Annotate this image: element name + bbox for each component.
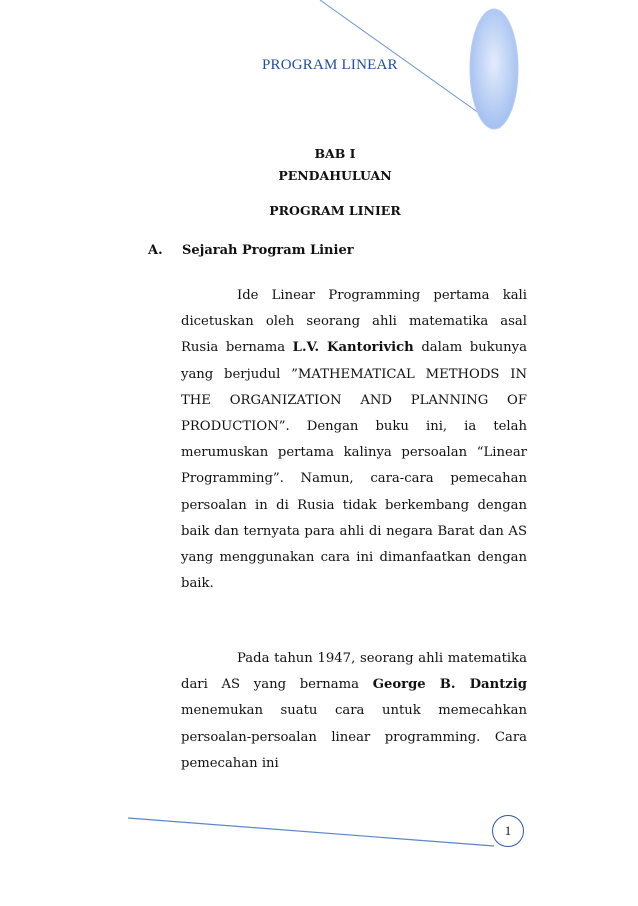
- chapter-title: PENDAHULUAN: [278, 168, 392, 183]
- chapter-heading: BAB I: [314, 146, 356, 161]
- subject-title: PROGRAM LINIER: [269, 203, 401, 218]
- paragraph-1-bold-name: L.V. Kantorivich: [292, 340, 414, 356]
- paragraph-1: [181, 283, 527, 597]
- paragraph-2: [181, 646, 527, 777]
- paragraph-2-text-b: menemukan suatu cara untuk memecahkan persoalan-persoalan linear programming. Cara pemecahan ini: [181, 703, 527, 771]
- paragraph-2-bold-name: George B. Dantzig: [372, 677, 527, 693]
- header-title: PROGRAM LINEAR: [262, 57, 398, 73]
- footer-line: [128, 818, 494, 846]
- paragraph-1-text-b: dalam bukunya yang berjudul ”MATHEMATICAL METHODS IN THE ORGANIZATION AND PLANNING OF PRODUCTION”. Dengan buku ini, ia telah merumuskan pertama kalinya persoalan “Linear Programming”. Namun, cara-cara pemecahan persoalan in di Rusia tidak berkembang dengan baik dan ternyata para ahli di negara Barat dan AS yang menggunakan cara ini dimanfaatkan dengan baik.: [181, 340, 527, 592]
- paragraph-2-text-a: Pada tahun 1947, seorang ahli matematika dari AS yang bernama: [181, 651, 527, 693]
- section-letter: A.: [148, 243, 163, 258]
- paragraph-1-text-a: Ide Linear Programming pertama kali dicetuskan oleh seorang ahli matematika asal Rusia bernama: [181, 288, 527, 356]
- section-heading: [148, 243, 354, 258]
- section-title: Sejarah Program Linier: [182, 243, 354, 258]
- page-number: 1: [492, 815, 524, 847]
- header-oval-ornament: [470, 9, 518, 129]
